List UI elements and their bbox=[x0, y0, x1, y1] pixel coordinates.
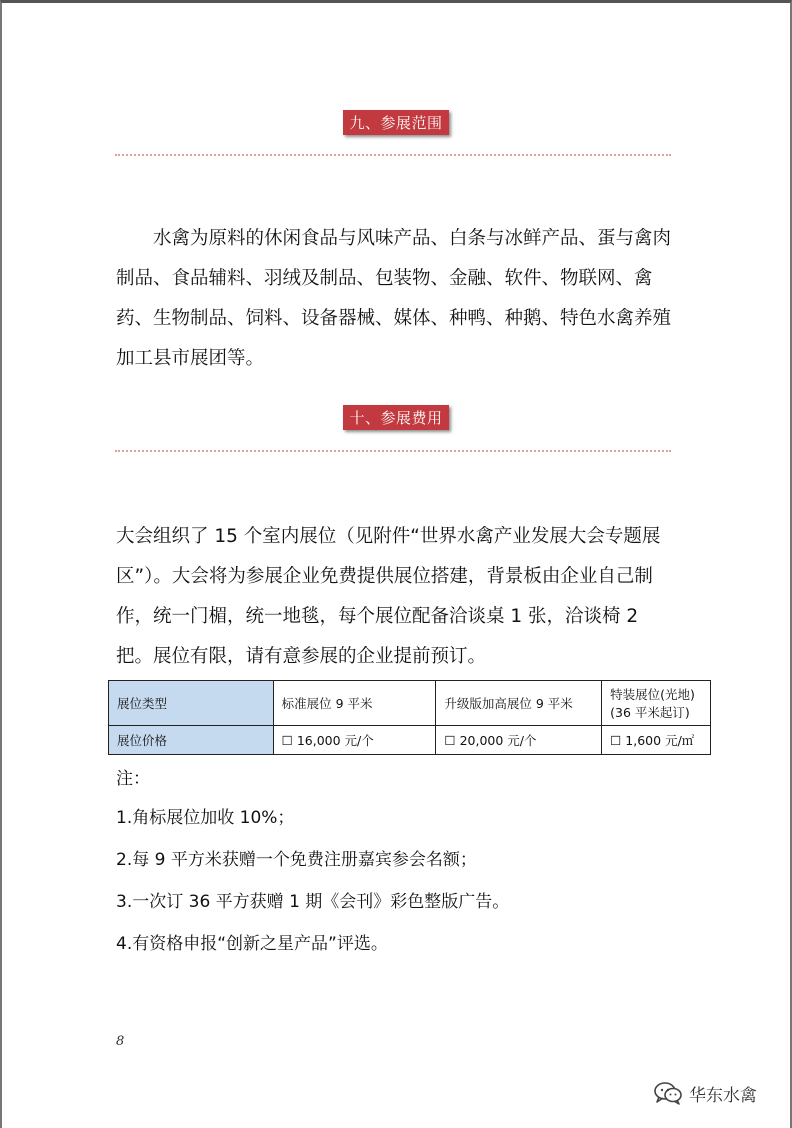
table-row bbox=[109, 726, 711, 755]
table-row bbox=[109, 681, 711, 726]
watermark-text: 华东水禽 bbox=[689, 1085, 757, 1106]
booth-price-special-checkbox[interactable]: ☐ 1,600 元/㎡ bbox=[602, 726, 711, 755]
booth-type-special-line2: (36 平米起订) bbox=[610, 705, 690, 720]
booth-price-label: 展位价格 bbox=[109, 726, 274, 755]
booth-type-label: 展位类型 bbox=[109, 681, 274, 726]
booth-type-standard: 标准展位 9 平米 bbox=[273, 681, 436, 726]
booth-fee-table bbox=[108, 680, 711, 755]
watermark bbox=[653, 1080, 757, 1106]
notes-heading: 注： bbox=[116, 769, 150, 789]
booth-type-upgraded: 升级版加高展位 9 平米 bbox=[436, 681, 602, 726]
section-title-scope-label: 九、参展范围 bbox=[343, 110, 448, 135]
booth-type-special bbox=[602, 681, 711, 726]
section-divider-fees bbox=[115, 450, 671, 452]
section-title-fees bbox=[0, 405, 792, 430]
booth-price-standard-checkbox[interactable]: ☐ 16,000 元/个 bbox=[273, 726, 436, 755]
booth-price-upgraded-checkbox[interactable]: ☐ 20,000 元/个 bbox=[436, 726, 602, 755]
section-divider-scope bbox=[115, 154, 671, 156]
note-item: 1.角标展位加收 10%； bbox=[116, 808, 295, 828]
scope-paragraph: 水禽为原料的休闲食品与风味产品、白条与冰鲜产品、蛋与禽肉制品、食品辅料、羽绒及制品、包装物、金融、软件、物联网、禽药、生物制品、饲料、设备器械、媒体、种鸭、种鹅、特色水禽养殖加工县市展团等。 bbox=[116, 228, 672, 369]
booth-type-special-line1: 特装展位(光地) bbox=[610, 687, 695, 702]
section-title-scope bbox=[0, 110, 792, 135]
note-item: 3.一次订 36 平方获赠 1 期《会刊》彩色整版广告。 bbox=[116, 892, 510, 912]
section-title-fees-label: 十、参展费用 bbox=[343, 405, 448, 430]
note-item: 2.每 9 平方米获赠一个免费注册嘉宾参会名额； bbox=[116, 850, 477, 870]
fees-paragraph: 大会组织了 15 个室内展位（见附件“世界水禽产业发展大会专题展区”）。大会将为参展企业免费提供展位搭建，背景板由企业自己制作，统一门楣，统一地毯，每个展位配备洽谈桌 1 张，洽谈椅 2 把。展位有限，请有意参展的企业提前预订。 bbox=[116, 526, 661, 667]
wechat-official-account-icon bbox=[653, 1080, 683, 1106]
note-item: 4.有资格申报“创新之星产品”评选。 bbox=[116, 934, 388, 954]
page-number: 8 bbox=[116, 1034, 125, 1049]
